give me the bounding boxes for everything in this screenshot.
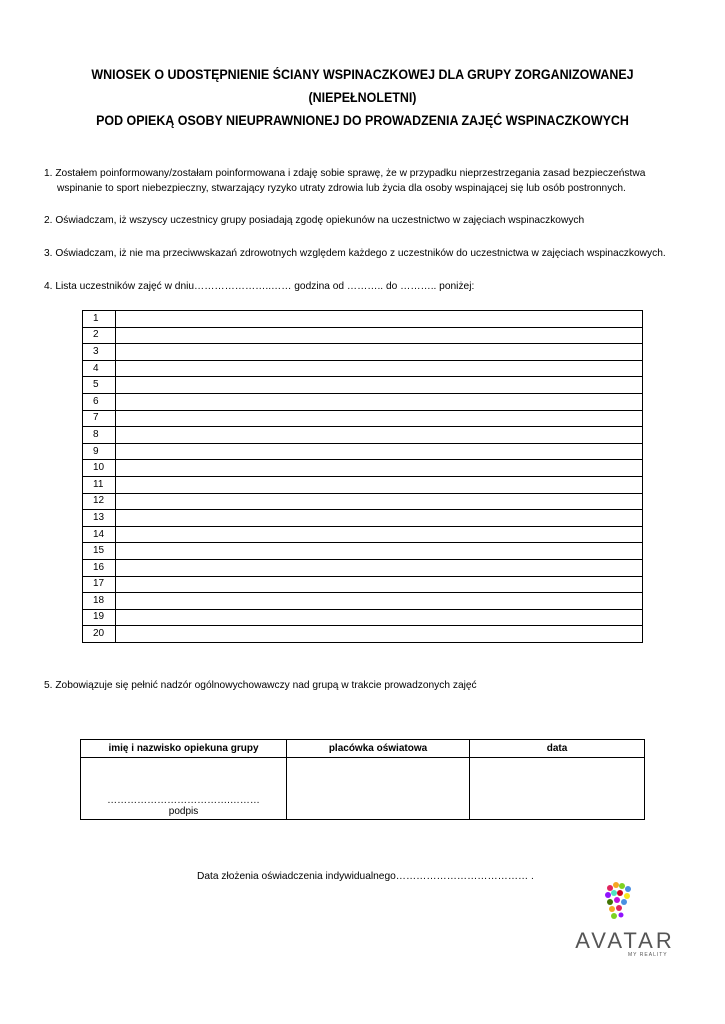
logo-dot	[617, 890, 623, 896]
participant-name-cell[interactable]	[116, 311, 643, 328]
participant-row	[83, 543, 643, 560]
point-1-line-1: 1. Zostałem poinformowany/zostałam poinformowana i zdaję sobie sprawę, że w przypadku nieprzestrzegania zasad bezpieczeństwa	[44, 168, 646, 179]
logo-dot	[625, 886, 631, 892]
participant-number: 19	[83, 609, 116, 626]
participant-name-cell[interactable]	[116, 510, 643, 527]
logo-dot	[611, 913, 617, 919]
point-4: 4. Lista uczestników zajęć w dniu…………………..…… godzina od ……….. do ……….. poniżej:	[44, 281, 475, 292]
participant-number: 9	[83, 443, 116, 460]
title-line-2: (NIEPEŁNOLETNI)	[308, 90, 417, 105]
logo-dot	[613, 882, 619, 888]
participant-row	[83, 393, 643, 410]
participant-row	[83, 526, 643, 543]
participant-name-cell[interactable]	[116, 377, 643, 394]
participant-name-cell[interactable]	[116, 559, 643, 576]
logo-tagline: MY REALITY	[628, 952, 668, 958]
participant-row	[83, 476, 643, 493]
participant-number: 16	[83, 559, 116, 576]
participant-row	[83, 593, 643, 610]
participant-name-cell[interactable]	[116, 543, 643, 560]
participant-number: 1	[83, 311, 116, 328]
signature-table	[80, 739, 645, 820]
logo-dot	[607, 885, 613, 891]
participant-row	[83, 609, 643, 626]
participant-row	[83, 460, 643, 477]
participant-row	[83, 427, 643, 444]
participant-number: 18	[83, 593, 116, 610]
avatar-logo-icon	[570, 878, 680, 928]
participant-name-cell[interactable]	[116, 393, 643, 410]
participant-row	[83, 559, 643, 576]
participant-row	[83, 443, 643, 460]
participant-number: 17	[83, 576, 116, 593]
participant-row	[83, 510, 643, 527]
participant-number: 20	[83, 626, 116, 643]
title-line-1: WNIOSEK O UDOSTĘPNIENIE ŚCIANY WSPINACZKOWEJ DLA GRUPY ZORGANIZOWANEJ	[91, 67, 634, 82]
point-5: 5. Zobowiązuje się pełnić nadzór ogólnowychowawczy nad grupą w trakcie prowadzonych zajęć	[44, 680, 477, 691]
col-header-institution: placówka oświatowa	[287, 740, 470, 758]
point-3: 3. Oświadczam, iż nie ma przeciwwskazań zdrowotnych względem każdego z uczestników do uczestnictwa w zajęciach wspinaczkowych.	[44, 248, 666, 259]
participant-name-cell[interactable]	[116, 609, 643, 626]
participant-number: 15	[83, 543, 116, 560]
participant-number: 5	[83, 377, 116, 394]
participant-name-cell[interactable]	[116, 360, 643, 377]
logo-dot	[609, 906, 615, 912]
col-header-date: data	[470, 740, 645, 758]
participant-row	[83, 327, 643, 344]
participant-row	[83, 626, 643, 643]
participant-name-cell[interactable]	[116, 443, 643, 460]
point-1-line-2: wspinanie to sport niebezpieczny, stwarzający ryzyko utraty zdrowia lub życia dla osoby wspinającej się lub osób postronnych.	[57, 183, 626, 194]
institution-cell[interactable]	[287, 758, 470, 820]
participant-number: 11	[83, 476, 116, 493]
participant-number: 12	[83, 493, 116, 510]
logo-dot	[621, 899, 627, 905]
guardian-signature-cell[interactable]	[81, 758, 287, 820]
date-cell[interactable]	[470, 758, 645, 820]
participant-row	[83, 344, 643, 361]
participant-number: 10	[83, 460, 116, 477]
logo-dot	[619, 883, 625, 889]
title-line-3: POD OPIEKĄ OSOBY NIEUPRAWNIONEJ DO PROWADZENIA ZAJĘĆ WSPINACZKOWYCH	[96, 113, 629, 128]
signature-dots: ……………………………….………	[107, 795, 260, 806]
signature-label: podpis	[168, 806, 199, 817]
participant-name-cell[interactable]	[116, 410, 643, 427]
participant-name-cell[interactable]	[116, 576, 643, 593]
submission-date-line: Data złożenia oświadczenia indywidualnego………………………………… .	[197, 871, 534, 882]
participant-name-cell[interactable]	[116, 476, 643, 493]
participant-row	[83, 493, 643, 510]
participant-name-cell[interactable]	[116, 526, 643, 543]
participant-number: 6	[83, 393, 116, 410]
participant-number: 3	[83, 344, 116, 361]
participant-number: 8	[83, 427, 116, 444]
participant-name-cell[interactable]	[116, 493, 643, 510]
participant-number: 14	[83, 526, 116, 543]
participant-name-cell[interactable]	[116, 327, 643, 344]
logo-dot	[605, 892, 611, 898]
participant-number: 13	[83, 510, 116, 527]
point-2: 2. Oświadczam, iż wszyscy uczestnicy grupy posiadają zgodę opiekunów na uczestnictwo w zajęciach wspinaczkowych	[44, 215, 585, 226]
participants-table	[82, 310, 643, 643]
participant-number: 4	[83, 360, 116, 377]
logo-dot	[619, 913, 624, 918]
participant-row	[83, 360, 643, 377]
logo-dot	[607, 899, 613, 905]
participant-name-cell[interactable]	[116, 427, 643, 444]
logo-dot	[616, 905, 622, 911]
participant-row	[83, 410, 643, 427]
participant-row	[83, 311, 643, 328]
logo-dot	[624, 893, 630, 899]
participant-name-cell[interactable]	[116, 626, 643, 643]
participant-row	[83, 576, 643, 593]
logo-name: AVATAR	[575, 928, 675, 953]
participant-name-cell[interactable]	[116, 344, 643, 361]
logo-dot	[614, 897, 620, 903]
logo-dot	[611, 890, 617, 896]
col-header-guardian: imię i nazwisko opiekuna grupy	[81, 740, 287, 758]
participant-name-cell[interactable]	[116, 593, 643, 610]
participant-number: 2	[83, 327, 116, 344]
participant-name-cell[interactable]	[116, 460, 643, 477]
participant-row	[83, 377, 643, 394]
participant-number: 7	[83, 410, 116, 427]
